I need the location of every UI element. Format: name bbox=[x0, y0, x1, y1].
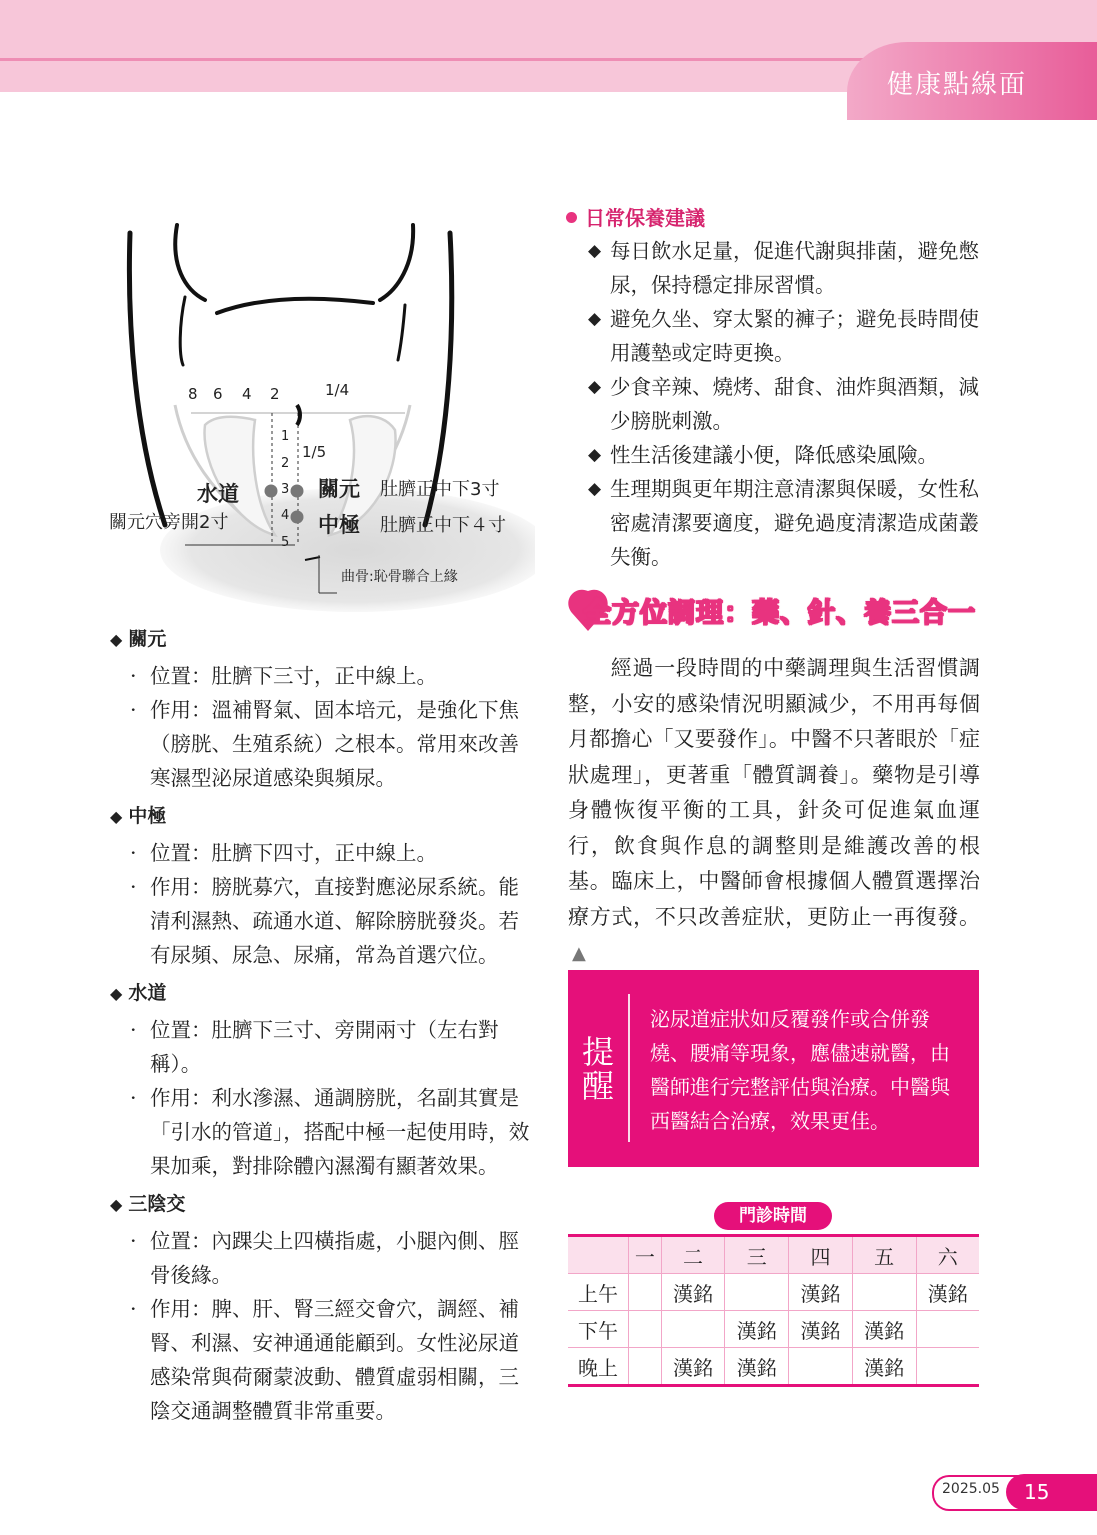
table-cell bbox=[629, 1274, 662, 1311]
acupoint-diagram bbox=[105, 205, 535, 615]
diamond-icon: ◆ bbox=[588, 479, 602, 499]
table-cell: 漢銘 bbox=[789, 1274, 853, 1311]
diamond-icon: ◆ bbox=[110, 807, 123, 826]
acupoint-section bbox=[110, 1189, 530, 1428]
acupoint-detail: · 位置：肚臍下三寸，正中線上。 bbox=[110, 659, 530, 693]
acupoint-name: 中極 bbox=[128, 805, 167, 827]
table-cell bbox=[789, 1348, 853, 1386]
table-row bbox=[568, 1348, 979, 1386]
guanyuan-desc: 肚臍正中下3寸 bbox=[380, 479, 500, 500]
flank-line-left bbox=[180, 297, 185, 365]
scale-number: 2 bbox=[270, 385, 280, 403]
diamond-icon: ◆ bbox=[588, 377, 602, 397]
reminder-title: 提醒 bbox=[581, 1033, 614, 1105]
acupoint-title bbox=[110, 1189, 530, 1220]
acupoint-section bbox=[110, 801, 530, 972]
body-paragraph: 經過一段時間的中藥調理與生活習慣調整，小安的感染情況明顯減少，不用再每個月都擔心「又要發作」。中醫不只著眼於「症狀處理」，更著重「體質調養」。藥物是引導身體恢復平衡的工具，針灸可促進氣血運行，飲食與作息的調整則是維護改善的根基。臨床上，中醫師會根據個人體質選擇治療方式，不只改善症狀，更防止一再復發。▲ bbox=[568, 656, 980, 964]
pink-dot-icon bbox=[566, 212, 577, 223]
table-row bbox=[568, 1311, 979, 1348]
acupoint-name: 水道 bbox=[128, 982, 167, 1004]
bullet-dot-icon: · bbox=[130, 841, 137, 865]
acupoint-title bbox=[110, 978, 530, 1009]
daily-care-title: 日常保養建議 bbox=[566, 202, 986, 234]
acupoint-section bbox=[110, 624, 530, 795]
scale-number: 8 bbox=[188, 385, 198, 403]
bullet-dot-icon: · bbox=[130, 1086, 137, 1110]
page-number: 15 bbox=[1006, 1474, 1097, 1510]
table-cell: 漢銘 bbox=[852, 1348, 916, 1386]
scale-number: 6 bbox=[213, 385, 223, 403]
guanyuan-label: 關元 bbox=[318, 477, 360, 501]
diamond-icon: ◆ bbox=[110, 1195, 123, 1214]
bullet-dot-icon: · bbox=[130, 1297, 137, 1321]
acupoint-detail: · 作用：溫補腎氣、固本培元，是強化下焦（膀胱、生殖系統）之根本。常用來改善寒濕型泌尿道感染與頻尿。 bbox=[110, 693, 530, 795]
table-header-cell: 四 bbox=[789, 1236, 853, 1274]
shuidao-point bbox=[265, 485, 278, 498]
table-cell bbox=[661, 1311, 725, 1348]
zhongji-label: 中極 bbox=[318, 513, 360, 537]
acupoint-detail: · 位置：肚臍下四寸，正中線上。 bbox=[110, 836, 530, 870]
end-mark-icon: ▲ bbox=[572, 943, 586, 964]
table-header-row bbox=[568, 1236, 979, 1274]
section-banner bbox=[566, 583, 986, 639]
scale-fraction: 1/4 bbox=[325, 381, 350, 399]
diamond-icon: ◆ bbox=[588, 309, 602, 329]
scale-number: 4 bbox=[281, 508, 290, 523]
section-title: 健康點線面 bbox=[886, 70, 1027, 100]
banner-text: 全方位調理：藥、針、養三合一 bbox=[584, 598, 976, 629]
period-cell: 上午 bbox=[568, 1274, 629, 1311]
acupoint-detail: · 作用：膀胱募穴，直接對應泌尿系統。能清利濕熱、疏通水道、解除膀胱發炎。若有尿頻、尿急、尿痛，常為首選穴位。 bbox=[110, 870, 530, 972]
diamond-icon: ◆ bbox=[110, 984, 123, 1003]
waist-line-right bbox=[380, 225, 413, 300]
navel-mark bbox=[297, 405, 300, 425]
table-cell: 漢銘 bbox=[661, 1274, 725, 1311]
acupoint-detail: · 位置：內踝尖上四橫指處，小腿內側、脛骨後緣。 bbox=[110, 1224, 530, 1292]
table-cell bbox=[852, 1274, 916, 1311]
acupoint-detail: · 位置：肚臍下三寸、旁開兩寸（左右對稱）。 bbox=[110, 1013, 530, 1081]
scale-number: 2 bbox=[281, 456, 290, 471]
diamond-icon: ◆ bbox=[588, 241, 602, 261]
table-cell: 漢銘 bbox=[789, 1311, 853, 1348]
bullet-dot-icon: · bbox=[130, 1018, 137, 1042]
table-cell: 漢銘 bbox=[916, 1274, 979, 1311]
acupoint-name: 三陰交 bbox=[128, 1193, 186, 1215]
table-header-cell: 五 bbox=[852, 1236, 916, 1274]
issue-date: 2025.05 bbox=[942, 1481, 1000, 1497]
acupoint-name: 關元 bbox=[128, 628, 167, 650]
table-cell bbox=[916, 1348, 979, 1386]
waist-line-left bbox=[175, 225, 205, 300]
reminder-text: 泌尿道症狀如反覆發作或合併發燒、腰痛等現象，應儘速就醫，由醫師進行完整評估與治療。中醫與西醫結合治療，效果更佳。 bbox=[650, 1007, 950, 1133]
zhongji-point bbox=[291, 511, 304, 524]
table-cell: 漢銘 bbox=[852, 1311, 916, 1348]
diamond-icon: ◆ bbox=[588, 445, 602, 465]
acupoint-list bbox=[110, 618, 530, 1428]
clinic-hours-table bbox=[568, 1234, 979, 1387]
reminder-divider bbox=[628, 994, 630, 1142]
care-item: ◆ 每日飲水足量，促進代謝與排菌，避免憋尿，保持穩定排尿習慣。 bbox=[566, 234, 986, 302]
table-header-cell: 三 bbox=[725, 1236, 789, 1274]
care-item: ◆ 生理期與更年期注意清潔與保暖，女性私密處清潔要適度，避免過度清潔造成菌叢失衡。 bbox=[566, 472, 986, 574]
table-row bbox=[568, 1274, 979, 1311]
acupoint-detail: · 作用：脾、肝、腎三經交會穴，調經、補腎、利濕、安神通通能顧到。女性泌尿道感染常與荷爾蒙波動、體質虛弱相關，三陰交通調整體質非常重要。 bbox=[110, 1292, 530, 1428]
acupoint-title bbox=[110, 801, 530, 832]
acupoint-title bbox=[110, 624, 530, 655]
diamond-icon: ◆ bbox=[110, 630, 123, 649]
flank-line-right bbox=[398, 305, 405, 360]
table-cell: 漢銘 bbox=[725, 1311, 789, 1348]
table-cell bbox=[725, 1274, 789, 1311]
pubic-label: 曲骨:恥骨聯合上緣 bbox=[341, 569, 458, 585]
belt-line bbox=[217, 299, 373, 313]
scale-number: 3 bbox=[281, 482, 290, 497]
bullet-dot-icon: · bbox=[130, 875, 137, 899]
scale-fraction: 1/5 bbox=[302, 443, 327, 461]
scale-number: 5 bbox=[281, 535, 290, 550]
abdomen-illustration bbox=[105, 205, 535, 615]
scale-number: 4 bbox=[242, 385, 252, 403]
care-item: ◆ 少食辛辣、燒烤、甜食、油炸與酒類，減少膀胱刺激。 bbox=[566, 370, 986, 438]
table-header-cell: 二 bbox=[661, 1236, 725, 1274]
scale-number: 1 bbox=[281, 429, 290, 444]
table-cell: 漢銘 bbox=[725, 1348, 789, 1386]
clinic-hours-label: 門診時間 bbox=[714, 1202, 832, 1230]
table-cell bbox=[629, 1311, 662, 1348]
bullet-dot-icon: · bbox=[130, 1229, 137, 1253]
bullet-dot-icon: · bbox=[130, 664, 137, 688]
bullet-dot-icon: · bbox=[130, 698, 137, 722]
table-cell: 漢銘 bbox=[661, 1348, 725, 1386]
shuidao-label: 水道 bbox=[197, 482, 239, 506]
body-outline-left bbox=[129, 233, 165, 525]
acupoint-section bbox=[110, 978, 530, 1183]
period-cell: 下午 bbox=[568, 1311, 629, 1348]
table-cell bbox=[629, 1348, 662, 1386]
shuidao-desc: 關元穴旁開2寸 bbox=[109, 512, 229, 533]
table-cell bbox=[916, 1311, 979, 1348]
acupoint-detail: · 作用：利水滲濕、通調膀胱，名副其實是「引水的管道」，搭配中極一起使用時，效果加乘，對排除體內濕濁有顯著效果。 bbox=[110, 1081, 530, 1183]
reminder-box bbox=[568, 970, 979, 1167]
table-header-cell: 六 bbox=[916, 1236, 979, 1274]
table-header-cell: 一 bbox=[629, 1236, 662, 1274]
care-item: ◆ 性生活後建議小便，降低感染風險。 bbox=[566, 438, 986, 472]
daily-care-block bbox=[566, 202, 986, 574]
period-cell: 晚上 bbox=[568, 1348, 629, 1386]
guanyuan-point bbox=[291, 485, 304, 498]
zhongji-desc: 肚臍正中下４寸 bbox=[380, 515, 506, 536]
table-header-cell bbox=[568, 1236, 629, 1274]
care-item: ◆ 避免久坐、穿太緊的褲子；避免長時間使用護墊或定時更換。 bbox=[566, 302, 986, 370]
